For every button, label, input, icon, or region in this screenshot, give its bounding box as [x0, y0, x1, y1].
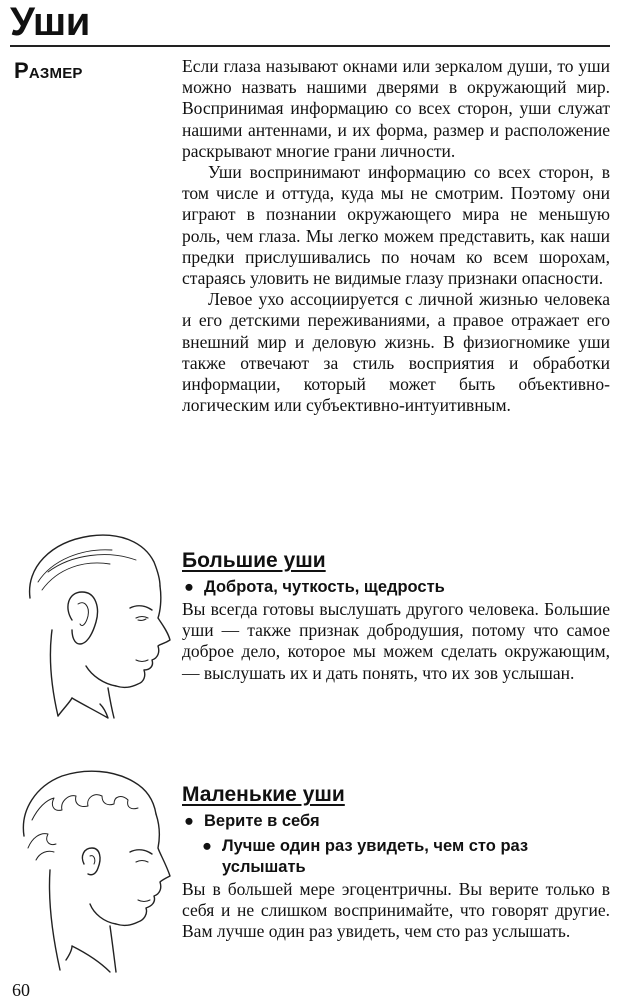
small-ears-bullet-2-text: Лучше один раз увидеть, чем сто раз услышать: [222, 837, 529, 876]
bullet-dot: ●: [184, 812, 194, 830]
small-ears-portrait: [10, 760, 180, 975]
title-rule: [10, 45, 610, 47]
small-ears-heading: Маленькие уши: [182, 783, 345, 806]
intro-text: [182, 56, 610, 416]
large-ears-text: Вы всегда готовы выслушать другого человека. Большие уши — также признак добродушия, потому что самое доброе дело, которое мы можем сделать окружающим, — выслушать их и дать понять, что их зов услышан.: [182, 599, 610, 683]
intro-paragraph-3: Левое ухо ассоциируется с личной жизнью человека и его детскими переживаниями, а правое отражает его внешний мир и деловую жизнь. В физиогномике уши также отвечают за стиль восприятия и обработки информации, который может быть объективно-логическим или субъективно-интуитивным.: [182, 289, 610, 416]
page-number: 60: [12, 980, 30, 1000]
small-ears-text: Вы в большей мере эгоцентричны. Вы верите только в себя и не слишком воспринимайте, что говорят другие. Вам лучше один раз увидеть, чем сто раз услышать.: [182, 879, 610, 942]
large-ears-heading: Большие уши: [182, 549, 326, 572]
large-ears-bullet: [184, 577, 604, 598]
bullet-dot: ●: [202, 837, 212, 855]
small-ears-bullet-1-text: Верите в себя: [204, 812, 320, 830]
small-ears-bullet-2: [202, 836, 602, 878]
section-heading: Размер: [14, 58, 83, 83]
intro-paragraph-2: Уши воспринимают информацию со всех сторон, в том числе и оттуда, куда мы не смотрим. Поэтому они играют в познании окружающего мира не меньшую роль, чем глаза. Мы легко можем представить, как наши предки прислушивались по ночам ко всем шорохам, стараясь уловить не видимые глазу признаки опасности.: [182, 162, 610, 289]
small-ears-bullet-1: [184, 811, 604, 832]
page-title: Уши: [10, 0, 90, 44]
intro-paragraph-1: Если глаза называют окнами или зеркалом души, то уши можно назвать нашими дверями в окружающий мир. Воспринимая информацию со всех сторон, уши служат нашими антеннами, и их форма, размер и расположение раскрывают многие грани личности.: [182, 56, 610, 161]
bullet-dot: ●: [184, 578, 194, 596]
large-ears-portrait: [12, 520, 174, 720]
large-ears-bullet-text: Доброта, чуткость, щедрость: [204, 578, 445, 596]
